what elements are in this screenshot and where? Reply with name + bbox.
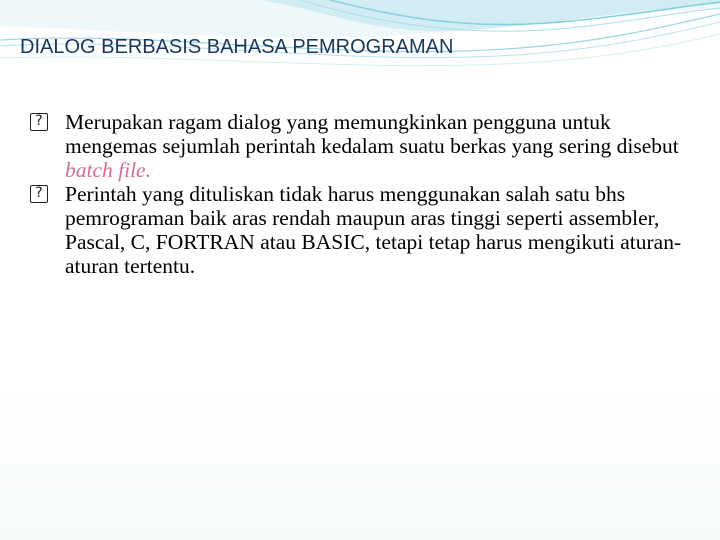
slide-title: DIALOG BERBASIS BAHASA PEMROGRAMAN bbox=[20, 36, 454, 58]
bullet-item bbox=[30, 110, 690, 182]
bullet-highlight: batch file. bbox=[65, 158, 151, 182]
slide-content bbox=[30, 110, 690, 278]
bullet-text: Merupakan ragam dialog yang memungkinkan pengguna untuk mengemas sejumlah perintah kedalam suatu berkas yang sering disebut bbox=[65, 110, 679, 158]
missing-glyph-box-icon: ? bbox=[30, 113, 48, 131]
bullet-text: Perintah yang dituliskan tidak harus menggunakan salah satu bhs pemrograman baik aras rendah maupun aras tinggi seperti assembler, Pascal, C, FORTRAN atau BASIC, tetapi tetap harus mengikuti aturan-aturan tertentu. bbox=[65, 182, 682, 278]
missing-glyph-box-icon: ? bbox=[30, 185, 48, 203]
bullet-item bbox=[30, 182, 690, 278]
